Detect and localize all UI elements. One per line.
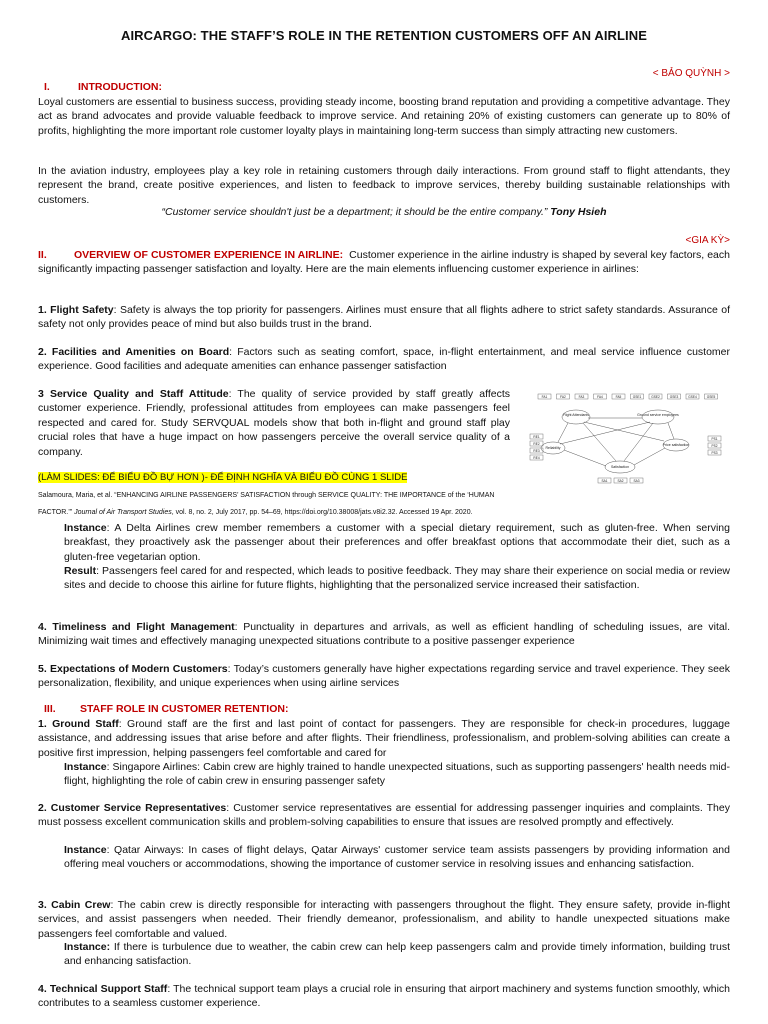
reliability-indicator-label: RE4 bbox=[533, 455, 540, 460]
delta-result bbox=[64, 564, 730, 593]
role-3-paragraph bbox=[38, 898, 730, 941]
factor-3-title: 3 Service Quality and Staff Attitude bbox=[38, 388, 229, 400]
author-tag-gia-ky: <GIA KỲ> bbox=[685, 235, 730, 246]
price-indicator-label: PS1 bbox=[711, 436, 718, 441]
role-1-text: : Ground staff are the first and last point of contact for passengers. They are responsible for check-in procedures, luggage assistance, and addressing issues that arise before and after flights. Their friendliness, professionalism, and problem-solving abilities can create a positive first impression, helping passengers feel comfortable and cared for bbox=[38, 718, 730, 759]
section-3-heading bbox=[38, 703, 288, 715]
section-2-title: OVERVIEW OF CUSTOMER EXPERIENCE IN AIRLINE: bbox=[74, 249, 344, 261]
indicator-label: FA1 bbox=[541, 394, 548, 399]
factor-3-paragraph bbox=[38, 387, 510, 459]
indicator-label: FA2 bbox=[560, 394, 566, 399]
citation-continued bbox=[38, 508, 730, 518]
price-satisfaction-label: Price satisfaction bbox=[662, 443, 690, 447]
role-1-instance-label: Instance bbox=[64, 761, 107, 773]
factor-1-paragraph bbox=[38, 303, 730, 332]
role-2-text: : Customer service representatives are essential for addressing passenger inquiries and complaints. They must possess excellent communication skills and problem-solving capabilities to ensure that issues are resolved promptly and effectively. bbox=[38, 802, 730, 829]
satisfaction-indicator-label: SA1 bbox=[601, 478, 608, 483]
indicator-label: FA5 bbox=[615, 394, 622, 399]
citation bbox=[38, 491, 730, 501]
citation-part-c: , vol. 8, no. 2, July 2017, pp. 54–69, https://doi.org/10.38008/jats.v8i2.32. Accessed 19 Apr. 2020. bbox=[171, 509, 473, 516]
factor-3-text: : The quality of service provided by staff greatly affects customer experience. Friendly, professional attitudes from employees can make passengers feel respected and cared for. Study SERVQUAL models show that both in-flight and ground staff play crucial roles that have a huge impact on how passengers perceive the overall service quality of a company. bbox=[38, 388, 510, 458]
citation-journal: Journal of Air Transport Studies bbox=[74, 509, 172, 516]
role-4-title: 4. Technical Support Staff bbox=[38, 983, 168, 995]
factor-1-title: 1. Flight Safety bbox=[38, 304, 114, 316]
factor-4-title: 4. Timeliness and Flight Management bbox=[38, 621, 235, 633]
section-3-title: STAFF ROLE IN CUSTOMER RETENTION: bbox=[80, 703, 289, 715]
factor-2-paragraph bbox=[38, 345, 730, 374]
indicator-label: GSE1 bbox=[632, 394, 642, 399]
reliability-label: Reliability bbox=[545, 446, 561, 450]
reliability-indicator-label: RE2 bbox=[533, 441, 540, 446]
role-1-title: 1. Ground Staff bbox=[38, 718, 119, 730]
role-2-instance-text: : Qatar Airways: In cases of flight delays, Qatar Airways' customer service team assists passengers by providing information and offering meal vouchers or accommodations, showing the importance of customer service in resolving issues and enhancing satisfaction. bbox=[64, 844, 730, 871]
reliability-indicator-label: RE1 bbox=[533, 434, 540, 439]
section-2-number: II. bbox=[38, 249, 47, 261]
delta-instance-label: Instance bbox=[64, 522, 107, 534]
quote-text: “Customer service shouldn't just be a department; it should be the entire company.” bbox=[161, 206, 548, 218]
role-1-instance bbox=[64, 760, 730, 789]
delta-result-text: : Passengers feel cared for and respected, which leads to positive feedback. They may share their experience on social media or review sites and decide to choose this airline for future flights, highlighting that the personalized service increased their satisfaction. bbox=[64, 565, 730, 592]
section-3-number: III. bbox=[44, 703, 56, 715]
price-indicator-label: PS3 bbox=[711, 450, 718, 455]
section-1-title: INTRODUCTION: bbox=[78, 81, 162, 93]
ground-service-label: Ground service employees bbox=[637, 413, 679, 417]
role-3-text: : The cabin crew is directly responsible for interacting with passengers throughout the flight. They ensure safety, provide in-flight services, and assist passengers when needed. Their friendly demeanor, professionalism, and ability to handle unexpected situations make passengers feel comfortable and valued. bbox=[38, 899, 730, 940]
role-3-instance-text: If there is turbulence due to weather, the cabin crew can help keep passengers calm and provide timely information, building trust and enhancing satisfaction. bbox=[64, 941, 730, 968]
factor-2-title: 2. Facilities and Amenities on Board bbox=[38, 346, 230, 358]
indicator-label: FA4 bbox=[597, 394, 603, 399]
role-2-title: 2. Customer Service Representatives bbox=[38, 802, 227, 814]
factor-5-title: 5. Expectations of Modern Customers bbox=[38, 663, 228, 675]
role-3-title: 3. Cabin Crew bbox=[38, 899, 111, 911]
price-indicator-label: PS2 bbox=[711, 443, 718, 448]
satisfaction-label: Satisfaction bbox=[610, 465, 630, 469]
role-2-instance bbox=[64, 843, 730, 872]
role-2-instance-label: Instance bbox=[64, 844, 107, 856]
factor-5-paragraph bbox=[38, 662, 730, 691]
author-tag-bao-quynh: < BẢO QUỲNH > bbox=[652, 68, 730, 79]
section-2-intro-text: Customer experience in the airline industry is shaped by several key factors, each significantly impacting passenger satisfaction and loyalty. Here are the main elements influencing customer experience in airlines: bbox=[38, 249, 730, 276]
role-4-paragraph bbox=[38, 982, 730, 1011]
intro-paragraph-2: In the aviation industry, employees play a key role in retaining customers through daily interactions. From ground staff to flight attendants, they represent the brand, create positive experiences, and listen to feedback to improve services, thereby building sustainable relationships with customers. bbox=[38, 165, 730, 206]
role-3-instance bbox=[64, 940, 730, 969]
indicator-label: GSE2 bbox=[651, 394, 660, 399]
delta-result-label: Result bbox=[64, 565, 97, 577]
section-2-intro bbox=[38, 248, 730, 277]
indicator-label: GSE4 bbox=[688, 394, 697, 399]
factor-2-text: : Factors such as seating comfort, space, in-flight entertainment, and meal service influence customer experience. Good facilities and adequate amenities can enhance passenger satisfaction bbox=[38, 346, 730, 373]
document-title: AIRCARGO: THE STAFF’S ROLE IN THE RETENTION CUSTOMERS OFF AN AIRLINE bbox=[120, 28, 648, 43]
slides-note bbox=[38, 470, 730, 485]
section-1-heading bbox=[38, 81, 162, 93]
role-1-instance-text: : Singapore Airlines: Cabin crew are highly trained to handle unexpected situations, such as supporting passengers' health needs mid-flight, highlighting the role of cabin crew in ensuring passenger safety bbox=[64, 761, 730, 788]
role-3-instance-label: Instance: bbox=[64, 941, 111, 953]
factor-4-text: : Punctuality in departures and arrivals, as well as efficient handling of scheduling issues, are vital. Minimizing wait times and effectively managing unexpected situations contribute to a positive passenger experience bbox=[38, 621, 730, 648]
indicator-label: GSE5 bbox=[706, 394, 716, 399]
flight-attendants-label: Flight Attendants bbox=[562, 413, 590, 417]
role-2-paragraph bbox=[38, 801, 730, 830]
citation-part-b: FACTOR.’” bbox=[38, 509, 73, 516]
indicator-label: GSE3 bbox=[669, 394, 679, 399]
slides-note-highlight: (LÀM SLIDES: ĐỂ BIỂU ĐỒ BỰ HƠN )- ĐỂ ĐỊNH NGHĨA VÀ BIỂU ĐỒ CÙNG 1 SLIDE bbox=[38, 472, 408, 483]
delta-instance bbox=[64, 521, 730, 564]
reliability-indicator-label: RE3 bbox=[533, 448, 540, 453]
section-1-number: I. bbox=[44, 81, 50, 93]
factor-1-text: : Safety is always the top priority for passengers. Airlines must ensure that all flights adhere to strict safety standards. Assurance of safety not only provides peace of mind but also builds trust in the brand. bbox=[38, 304, 731, 331]
indicator-label: FA3 bbox=[578, 394, 585, 399]
factor-4-paragraph bbox=[38, 620, 730, 649]
delta-instance-text: : A Delta Airlines crew member remembers a customer with a special dietary requirement, such as gluten-free. When serving breakfast, they proactively ask the passenger about their preferences and offer breakfast options that accommodate their diet, such as a gluten-free vegetarian option. bbox=[64, 522, 730, 563]
satisfaction-indicator-label: SA3 bbox=[633, 478, 640, 483]
citation-part-a: Salamoura, Maria, et al. “ENHANCING AIRLINE PASSENGERS’ SATISFACTION through SERVICE QUALITY: THE IMPORTANCE of the ‘HUMAN bbox=[38, 492, 495, 499]
satisfaction-indicator-label: SA2 bbox=[617, 478, 624, 483]
role-4-text: : The technical support team plays a crucial role in ensuring that airport machinery and systems function smoothly, which contributes to a seamless customer experience. bbox=[38, 983, 730, 1010]
intro-paragraph-1: Loyal customers are essential to business success, providing steady income, boosting brand reputation and providing a competitive advantage. They act as brand advocates and provide valuable feedback to improve service. And retaining 20% of existing customers can generate up to 80% of profits, highlighting the more important role customer loyalty plays in maintaining long-term success than simply attracting new customers. bbox=[38, 96, 730, 137]
quote bbox=[38, 205, 730, 219]
quote-author: Tony Hsieh bbox=[550, 206, 607, 218]
role-1-paragraph bbox=[38, 717, 730, 760]
factor-5-text: : Today’s customers generally have higher expectations regarding service and travel experience. They seek personalization, flexibility, and unique experiences when using airline services bbox=[38, 663, 730, 690]
